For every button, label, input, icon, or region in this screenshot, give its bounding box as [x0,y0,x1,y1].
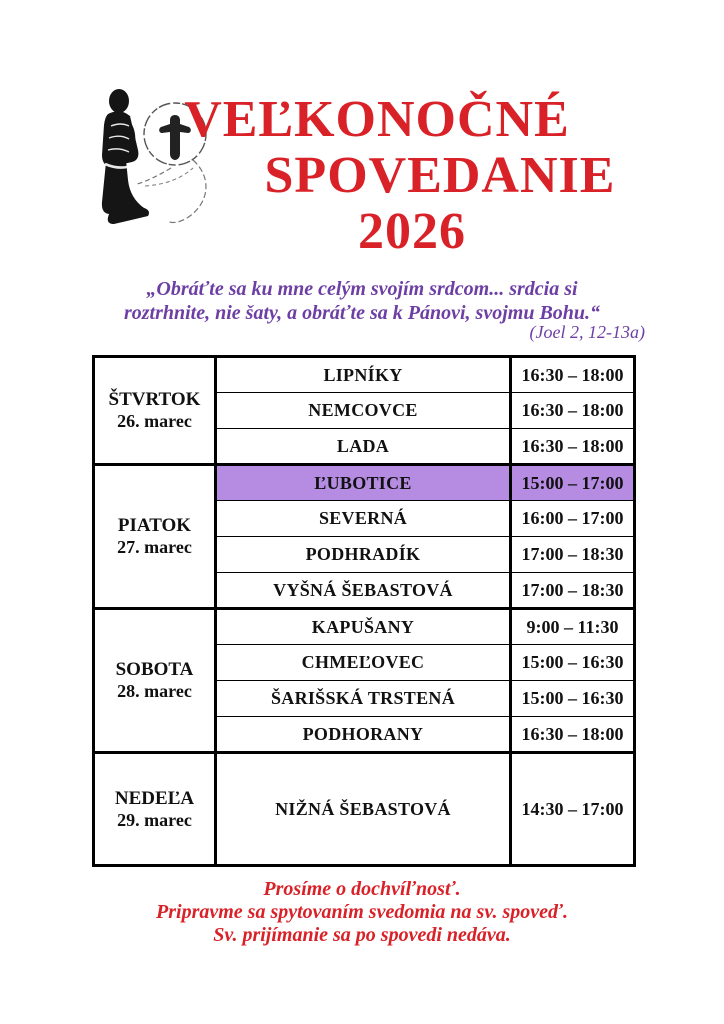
day-cell-piatok [94,465,216,609]
place-cell: LIPNÍKY [216,357,511,393]
place-cell: ŠARIŠSKÁ TRSTENÁ [216,681,511,717]
day-date: 27. marec [117,537,192,557]
footer-line-2: Pripravme sa spytovaním svedomia na sv. spoveď. [156,901,568,923]
day-name: PIATOK [117,515,192,536]
day-cell-nedela [94,753,216,866]
time-cell: 16:30 – 18:00 [511,429,635,465]
footer-line-1: Prosíme o dochvíľnosť. [263,878,461,900]
scripture-quote [0,277,724,325]
schedule-row [94,753,635,866]
footer-line-3: Sv. prijímanie sa po spovedi nedáva. [213,924,511,946]
time-cell: 16:00 – 17:00 [511,501,635,537]
day-name: SOBOTA [115,659,194,680]
place-cell: NIŽNÁ ŠEBASTOVÁ [216,753,511,866]
time-cell: 17:00 – 18:30 [511,573,635,609]
footer-notes [0,878,724,947]
page-title-line-2: SPOVEDANIE [264,147,616,204]
day-cell-stvrtok [94,357,216,465]
place-cell: LADA [216,429,511,465]
place-cell: NEMCOVCE [216,393,511,429]
place-cell: PODHORANY [216,717,511,753]
quote-attribution: (Joel 2, 12-13a) [529,322,645,342]
time-cell: 15:00 – 16:30 [511,681,635,717]
time-cell: 9:00 – 11:30 [511,609,635,645]
time-cell: 15:00 – 16:30 [511,645,635,681]
time-cell: 15:00 – 17:00 [511,465,635,501]
time-cell: 16:30 – 18:00 [511,357,635,393]
schedule-row [94,357,635,393]
time-cell: 16:30 – 18:00 [511,717,635,753]
day-name: NEDEĽA [114,787,195,809]
quote-line-2: roztrhnite, nie šaty, a obráťte sa k Pánovi, svojmu Bohu.“ [123,302,601,324]
day-date: 29. marec [117,809,192,830]
place-cell: VYŠNÁ ŠEBASTOVÁ [216,573,511,609]
time-cell: 16:30 – 18:00 [511,393,635,429]
place-cell: ĽUBOTICE [216,465,511,501]
day-cell-sobota [94,609,216,753]
page-title-year: 2026 [358,203,466,260]
time-cell: 17:00 – 18:30 [511,537,635,573]
page-title-line-1: VEĽKONOČNÉ [184,91,570,148]
place-cell: SEVERNÁ [216,501,511,537]
time-cell: 14:30 – 17:00 [511,753,635,866]
place-cell: PODHRADÍK [216,537,511,573]
place-cell: CHMEĽOVEC [216,645,511,681]
day-name: ŠTVRTOK [108,389,201,410]
place-cell: KAPUŠANY [216,609,511,645]
day-date: 26. marec [117,411,192,431]
schedule-row [94,609,635,645]
quote-line-1: „Obráťte sa ku mne celým svojím srdcom... srdcia si [146,278,578,300]
schedule-row-highlighted [94,465,635,501]
confession-schedule-table [92,355,636,867]
day-date: 28. marec [117,681,192,701]
